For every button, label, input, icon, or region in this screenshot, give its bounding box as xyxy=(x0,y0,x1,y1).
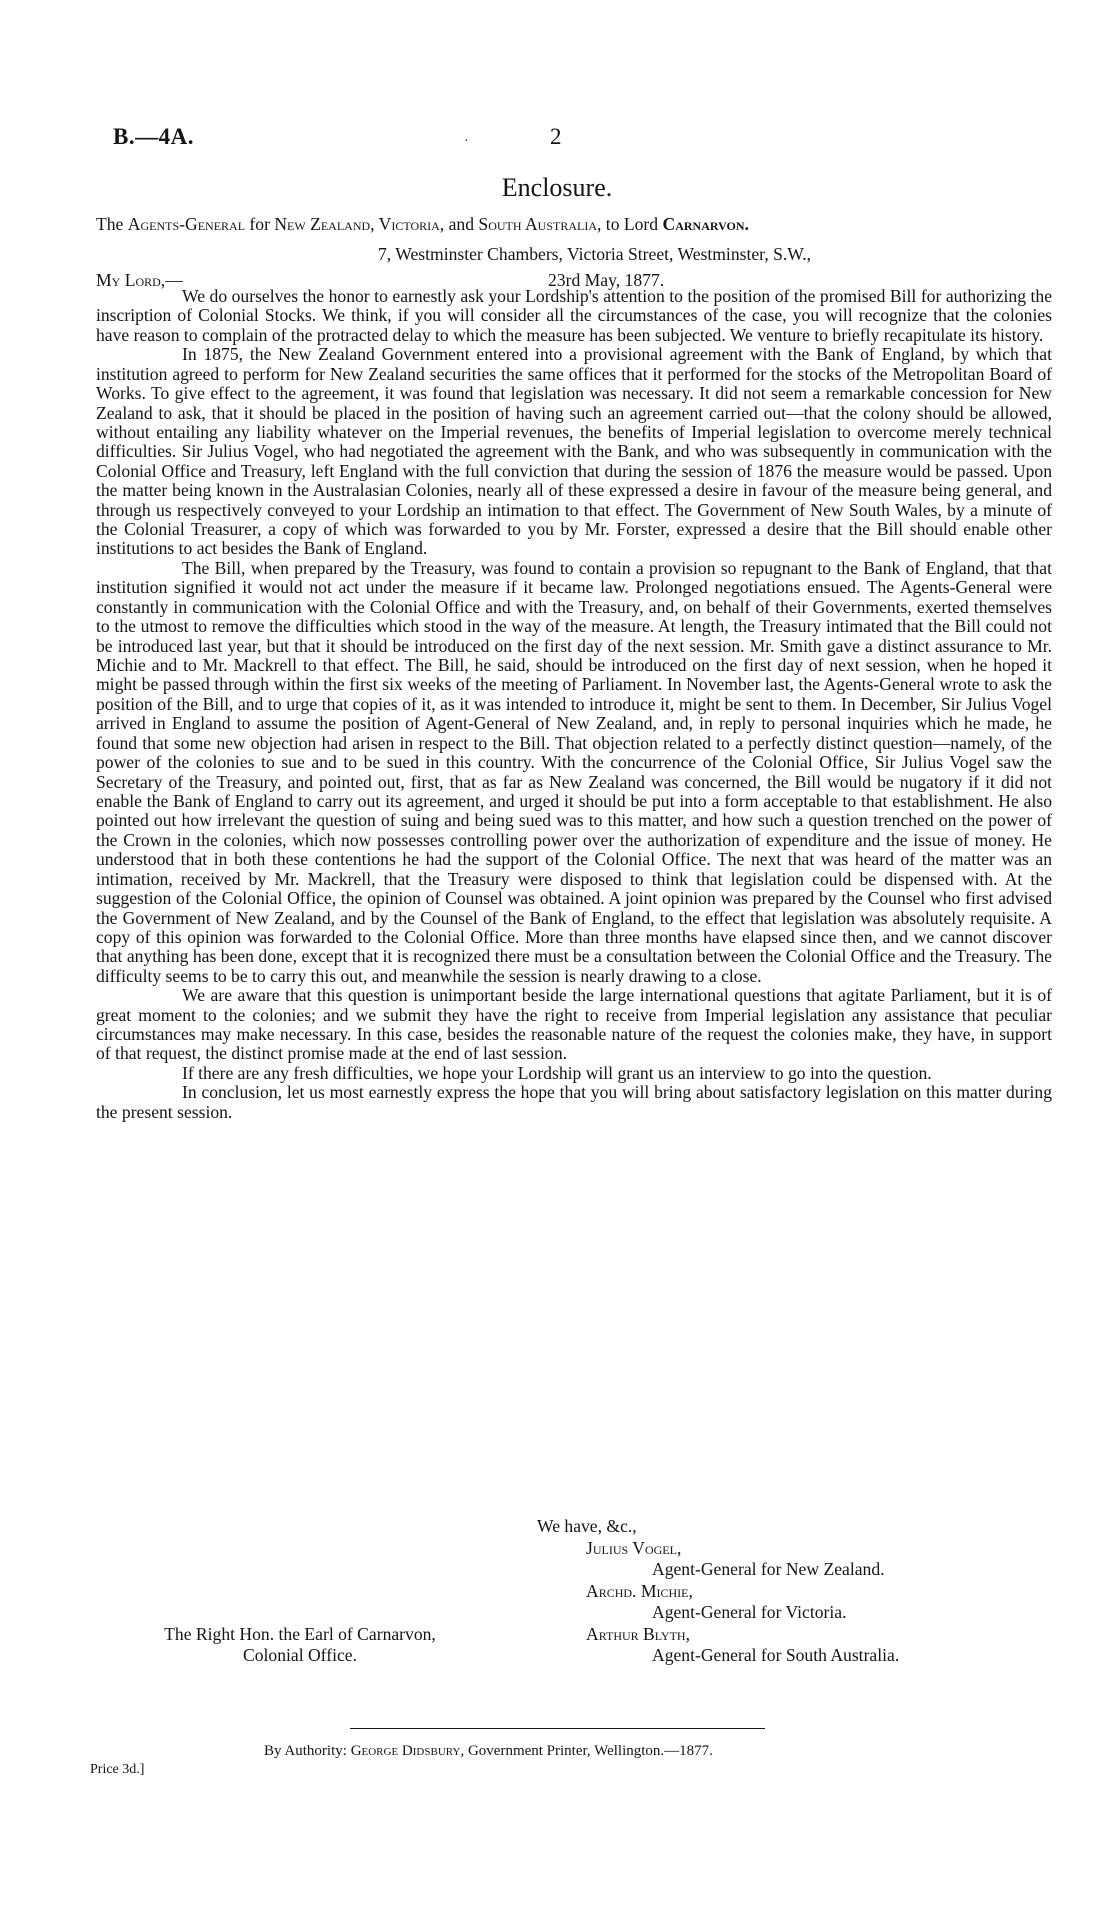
document-code: B.—4A. xyxy=(113,124,194,149)
credit-location: , Government Printer, Wellington.—1877. xyxy=(460,1743,713,1759)
signatory-title: Agent-General for New Zealand. xyxy=(652,1559,885,1579)
body-paragraph: If there are any fresh difficulties, we hope your Lordship will grant us an interview to go into the question. xyxy=(182,1062,932,1083)
closing-phrase: We have, &c., xyxy=(537,1516,637,1536)
heading-colonies: New Zealand, Victoria, xyxy=(274,214,445,234)
body-paragraph: The Bill, when prepared by the Treasury, was found to contain a provision so repugnant to the Bank of England, that that institution signified it would not act under the measure if it became law. Prolonged negotiations ensued. The Agents-General were constantly in communication with the Colonial Office and with the Treasury, and, on behalf of their Governments, exerted themselves to the utmost to remove the difficulties which stood in the way of the measure. At length, the Treasury intimated that the Bill could not be introduced last year, but that it should be introduced on the first day of the next session. Mr. Smith gave a distinct assurance to Mr. Michie and to Mr. Mackrell to that effect. The Bill, he said, should be introduced on the first day of next session, when he hoped it might be passed through within the first six weeks of the meeting of Parliament. In November last, the Agents-General wrote to ask the position of the Bill, and to urge that copies of it, as it was intended to introduce it, might be sent to them. In December, Sir Julius Vogel arrived in England to assume the position of Agent-General of New Zealand, and, in reply to personal inquiries which he made, he found that some new objection had arisen in respect to the Bill. That objection related to a perfectly distinct question—namely, of the power of the colonies to sue and to be sued in this country. With the concurrence of the Colonial Office, Sir Julius Vogel saw the Secretary of the Treasury, and pointed out, first, that as far as New Zealand was concerned, the Bill would be nugatory if it did not enable the Bank of England to carry out its agreement, and urged it should be put into a form acceptable to that establishment. He also pointed out how irrelevant the question of suing and being sued was to this matter, and how such a question trenched on the power of the Crown in the colonies, which now possesses controlling power over the authorization of expenditure and the issue of money. He understood that in both these contentions he had the support of the Colonial Office. The next that was heard of the matter was an intimation, received by Mr. Mackrell, that the Treasury were disposed to think that legislation could be dispensed with. At the suggestion of the Colonial Office, the opinion of Counsel was obtained. A joint opinion was prepared by the Counsel who first advised the Government of New Zealand, and by the Counsel of the Bank of England, to the effect that legislation was absolutely requisite. A copy of this opinion was forwarded to the Colonial Office. More than three months have elapsed since then, and we cannot discover that anything has been done, except that it is recognized there must be a consultation between the Colonial Office and the Treasury. The difficulty seems to be to carry this out, and meanwhile the session is nearly drawing to a close. xyxy=(96,557,1052,986)
body-paragraph: We are aware that this question is unimportant beside the large international questions that agitate Parliament, but it is of great moment to the colonies; and we submit they have the right to receive from Imperial legislation any assistance that peculiar circumstances may make necessary. In this case, besides the reasonable nature of the request the colonies make, they have, in support of that request, the distinct promise made at the end of last session. xyxy=(96,985,1052,1064)
stray-mark: · xyxy=(464,134,469,149)
page-number: 2 xyxy=(550,124,562,149)
addressee-name: The Right Hon. the Earl of Carnarvon, xyxy=(164,1624,436,1644)
heading-to-lord: to Lord xyxy=(601,214,663,234)
heading-carnarvon: Carnarvon. xyxy=(662,214,749,234)
signatory-name: Julius Vogel, xyxy=(586,1538,682,1558)
signatory-name: Arthur Blyth, xyxy=(586,1624,690,1644)
letter-date: 23rd May, 1877. xyxy=(548,270,665,290)
heading-the: The xyxy=(96,214,128,234)
addressee-office: Colonial Office. xyxy=(242,1645,357,1665)
letter-heading xyxy=(96,214,1054,235)
body-paragraph: We do ourselves the honor to earnestly ask your Lordship's attention to the position of the promised Bill for authorizing the inscription of Colonial Stocks. We think, if you will consider all the circumstances of the case, you will recognize that the colonies have reason to complain of the protracted delay to which the measure has been subjected. We venture to briefly recapitulate its history. xyxy=(96,286,1052,345)
enclosure-title: Enclosure. xyxy=(501,173,613,202)
body-paragraph: In conclusion, let us most earnestly express the hope that you will bring about satisfactory legislation on this matter during the present session. xyxy=(96,1082,1052,1122)
salutation: My Lord,— xyxy=(96,270,183,290)
signatory-title: Agent-General for Victoria. xyxy=(652,1602,847,1622)
sender-address: 7, Westminster Chambers, Victoria Street, Westminster, S.W., xyxy=(378,244,812,264)
body-paragraph: In 1875, the New Zealand Government entered into a provisional agreement with the Bank of England, by which that institution agreed to perform for New Zealand securities the same offices that it performed for the stocks of the Metropolitan Board of Works. To give effect to the agreement, it was found that legislation was necessary. It did not seem a remarkable concession for New Zealand to ask, that it should be placed in the position of having such an agreement carried out—that the colony should be allowed, without entailing any liability whatever on the Imperial revenues, the benefits of Imperial legislation to overcome merely technical difficulties. Sir Julius Vogel, who had negotiated the agreement with the Bank, and who was subsequently in communication with the Colonial Office and Treasury, left England with the full conviction that during the session of 1876 the measure would be passed. Upon the matter being known in the Australasian Colonies, nearly all of these expressed a desire in favour of the measure being general, and through us respectively conveyed to your Lordship an intimation to that effect. The Government of New South Wales, by a minute of the Colonial Treasurer, a copy of which was forwarded to you by Mr. Forster, expressed a desire that the Bill should enable other institutions to act besides the Bank of England. xyxy=(96,344,1052,559)
heading-and: and xyxy=(444,214,479,234)
heading-for: for xyxy=(245,214,275,234)
footer-rule xyxy=(350,1728,765,1729)
credit-printer-name: George Didsbury xyxy=(350,1743,461,1759)
letter-body xyxy=(96,287,1052,1122)
price: Price 3d.] xyxy=(90,1762,145,1777)
printer-credit xyxy=(264,1743,713,1760)
heading-agents-general: Agents-General xyxy=(127,214,246,234)
heading-south-australia: South Australia, xyxy=(478,214,602,234)
signatory-name: Archd. Michie, xyxy=(586,1581,693,1601)
signatory-title: Agent-General for South Australia. xyxy=(652,1645,900,1665)
credit-by-authority: By Authority: xyxy=(264,1743,351,1759)
